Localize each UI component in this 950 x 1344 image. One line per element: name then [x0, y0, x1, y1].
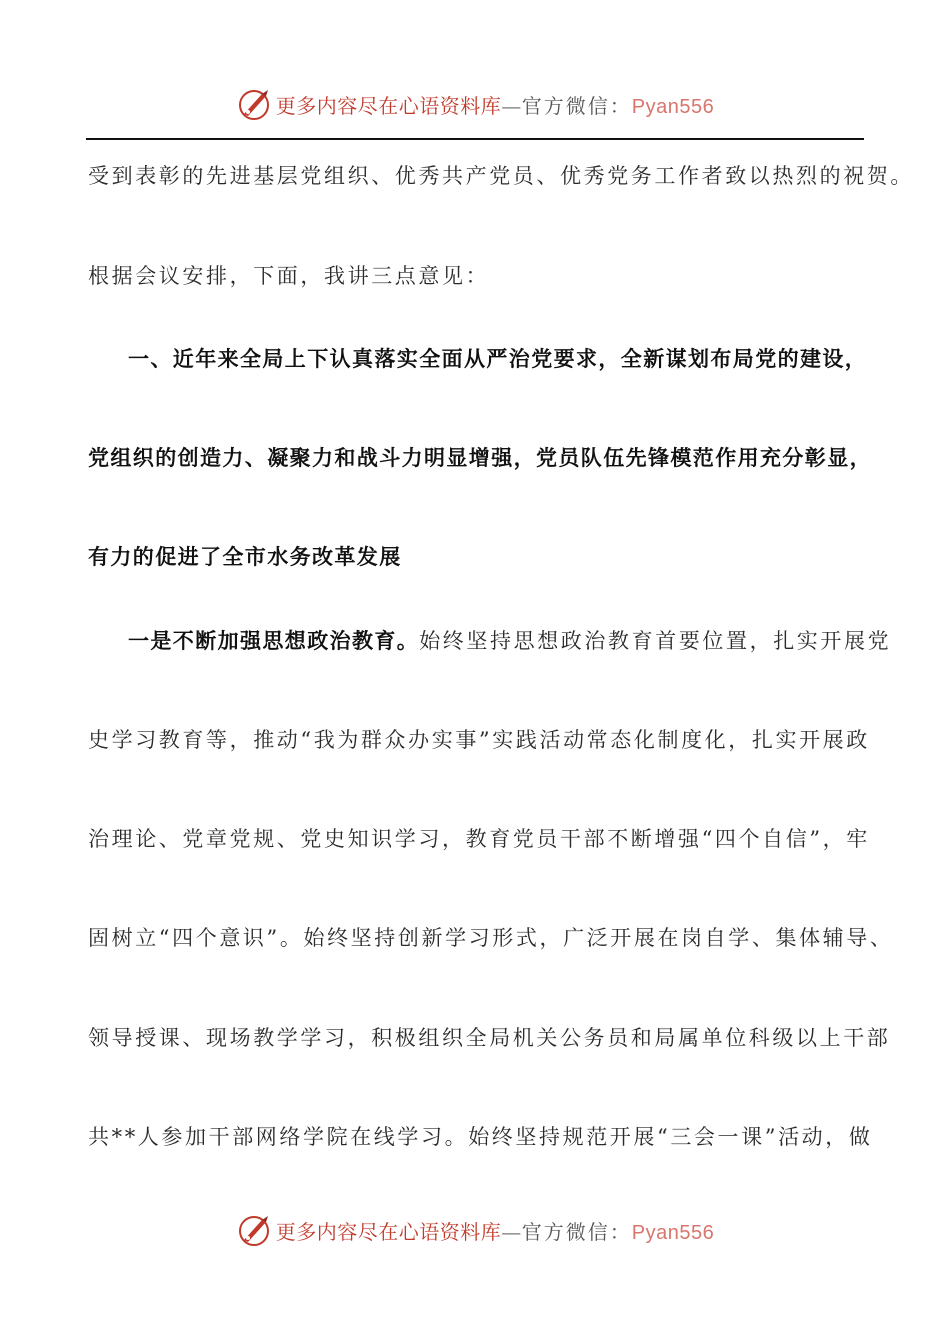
header-text — [276, 90, 714, 119]
para-1-line-1 — [128, 625, 891, 655]
para-1-line-6: 共**人参加干部网络学院在线学习。始终坚持规范开展“三会一课”活动，做 — [88, 1125, 873, 1149]
para-1-lead: 一是不断加强思想政治教育。 — [128, 629, 420, 653]
footer-separator: — — [501, 1219, 522, 1244]
para-1-line-3: 治理论、党章党规、党史知识学习，教育党员干部不断增强“四个自信”，牢 — [88, 827, 870, 851]
heading-1-line-3: 有力的促进了全市水务改革发展 — [88, 545, 402, 569]
footer-brand: 更多内容尽在心语资料库 — [275, 1219, 502, 1244]
para-1-line-4: 固树立“四个意识”。始终坚持创新学习形式，广泛开展在岗自学、集体辅导、 — [88, 926, 894, 950]
para-1-line-1-rest: 始终坚持思想政治教育首要位置，扎实开展党 — [419, 629, 892, 653]
header-divider — [86, 138, 864, 140]
para-1-line-5: 领导授课、现场教学学习，积极组织全局机关公务员和局属单位科级以上干部 — [88, 1026, 891, 1050]
footer-text — [276, 1216, 714, 1245]
header-separator: — — [501, 93, 522, 118]
header-official: 官方微信： — [521, 93, 632, 118]
footer-banner — [0, 1210, 950, 1250]
quill-logo-icon — [236, 86, 272, 122]
header-handle: Pyan556 — [631, 95, 715, 118]
footer-official: 官方微信： — [521, 1219, 632, 1244]
body-line-1: 受到表彰的先进基层党组织、优秀共产党员、优秀党务工作者致以热烈的祝贺。 — [88, 164, 914, 188]
para-1-line-2: 史学习教育等，推动“我为群众办实事”实践活动常态化制度化，扎实开展政 — [88, 728, 870, 752]
footer-handle: Pyan556 — [631, 1221, 715, 1244]
body-line-2: 根据会议安排，下面，我讲三点意见： — [88, 264, 490, 288]
heading-1-line-1: 一、近年来全局上下认真落实全面从严治党要求，全新谋划布局党的建设， — [128, 347, 868, 371]
header-banner — [0, 84, 950, 124]
quill-logo-icon — [236, 1212, 272, 1248]
header-brand: 更多内容尽在心语资料库 — [275, 93, 502, 118]
heading-1-line-2: 党组织的创造力、凝聚力和战斗力明显增强，党员队伍先锋模范作用充分彰显， — [88, 446, 872, 470]
